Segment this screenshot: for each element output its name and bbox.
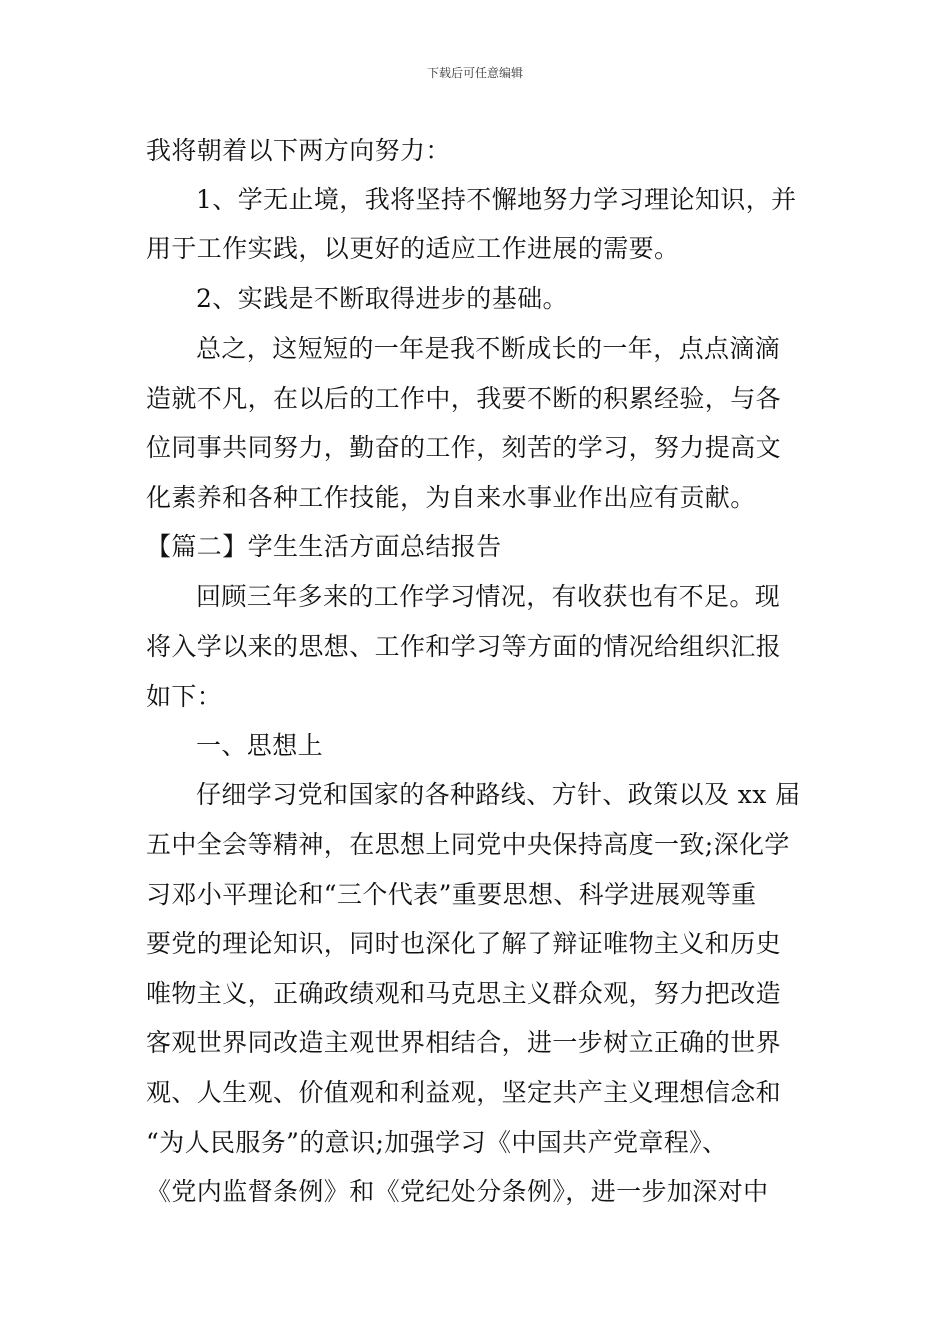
text-line: 《党内监督条例》和《党纪处分条例》，进一步加深对中 xyxy=(146,1177,769,1206)
text-line: 仔细学习党和国家的各种路线、方针、政策以及 xx 届 xyxy=(196,780,801,809)
text-line: 习邓小平理论和“三个代表”重要思想、科学进展观等重 xyxy=(146,880,757,909)
text-line: 要党的理论知识，同时也深化了解了辩证唯物主义和历史 xyxy=(146,929,782,958)
text-line: 造就不凡，在以后的工作中，我要不断的积累经验，与各 xyxy=(146,384,782,413)
text-line: “为人民服务”的意识;加强学习《中国共产党章程》、 xyxy=(146,1128,728,1157)
text-line: 将入学以来的思想、工作和学习等方面的情况给组织汇报 xyxy=(146,632,782,661)
text-line: 观、人生观、价值观和利益观，坚定共产主义理想信念和 xyxy=(146,1078,782,1107)
text-line: 用于工作实践，以更好的适应工作进展的需要。 xyxy=(146,234,680,263)
text-line: 2、实践是不断取得进步的基础。 xyxy=(196,284,568,313)
text-line: 1、学无止境，我将坚持不懈地努力学习理论知识，并 xyxy=(196,185,797,214)
text-line: 唯物主义，正确政绩观和马克思主义群众观，努力把改造 xyxy=(146,979,782,1008)
text-line: 客观世界同改造主观世界相结合，进一步树立正确的世界 xyxy=(146,1028,782,1057)
text-line: 我将朝着以下两方向努力： xyxy=(146,136,451,165)
text-line: 五中全会等精神，在思想上同党中央保持高度一致;深化学 xyxy=(146,830,790,859)
text-line: 总之，这短短的一年是我不断成长的一年，点点滴滴 xyxy=(196,334,781,363)
section-heading: 【篇二】学生生活方面总结报告 xyxy=(146,532,502,561)
page-header: 下载后可任意编辑 xyxy=(426,66,523,80)
text-line: 回顾三年多来的工作学习情况，有收获也有不足。现 xyxy=(196,582,781,611)
text-line: 位同事共同努力，勤奋的工作，刻苦的学习，努力提高文 xyxy=(146,433,782,462)
subsection-heading: 一、思想上 xyxy=(196,731,324,760)
text-line: 化素养和各种工作技能，为自来水事业作出应有贡献。 xyxy=(146,483,756,512)
text-line: 如下： xyxy=(146,682,223,711)
